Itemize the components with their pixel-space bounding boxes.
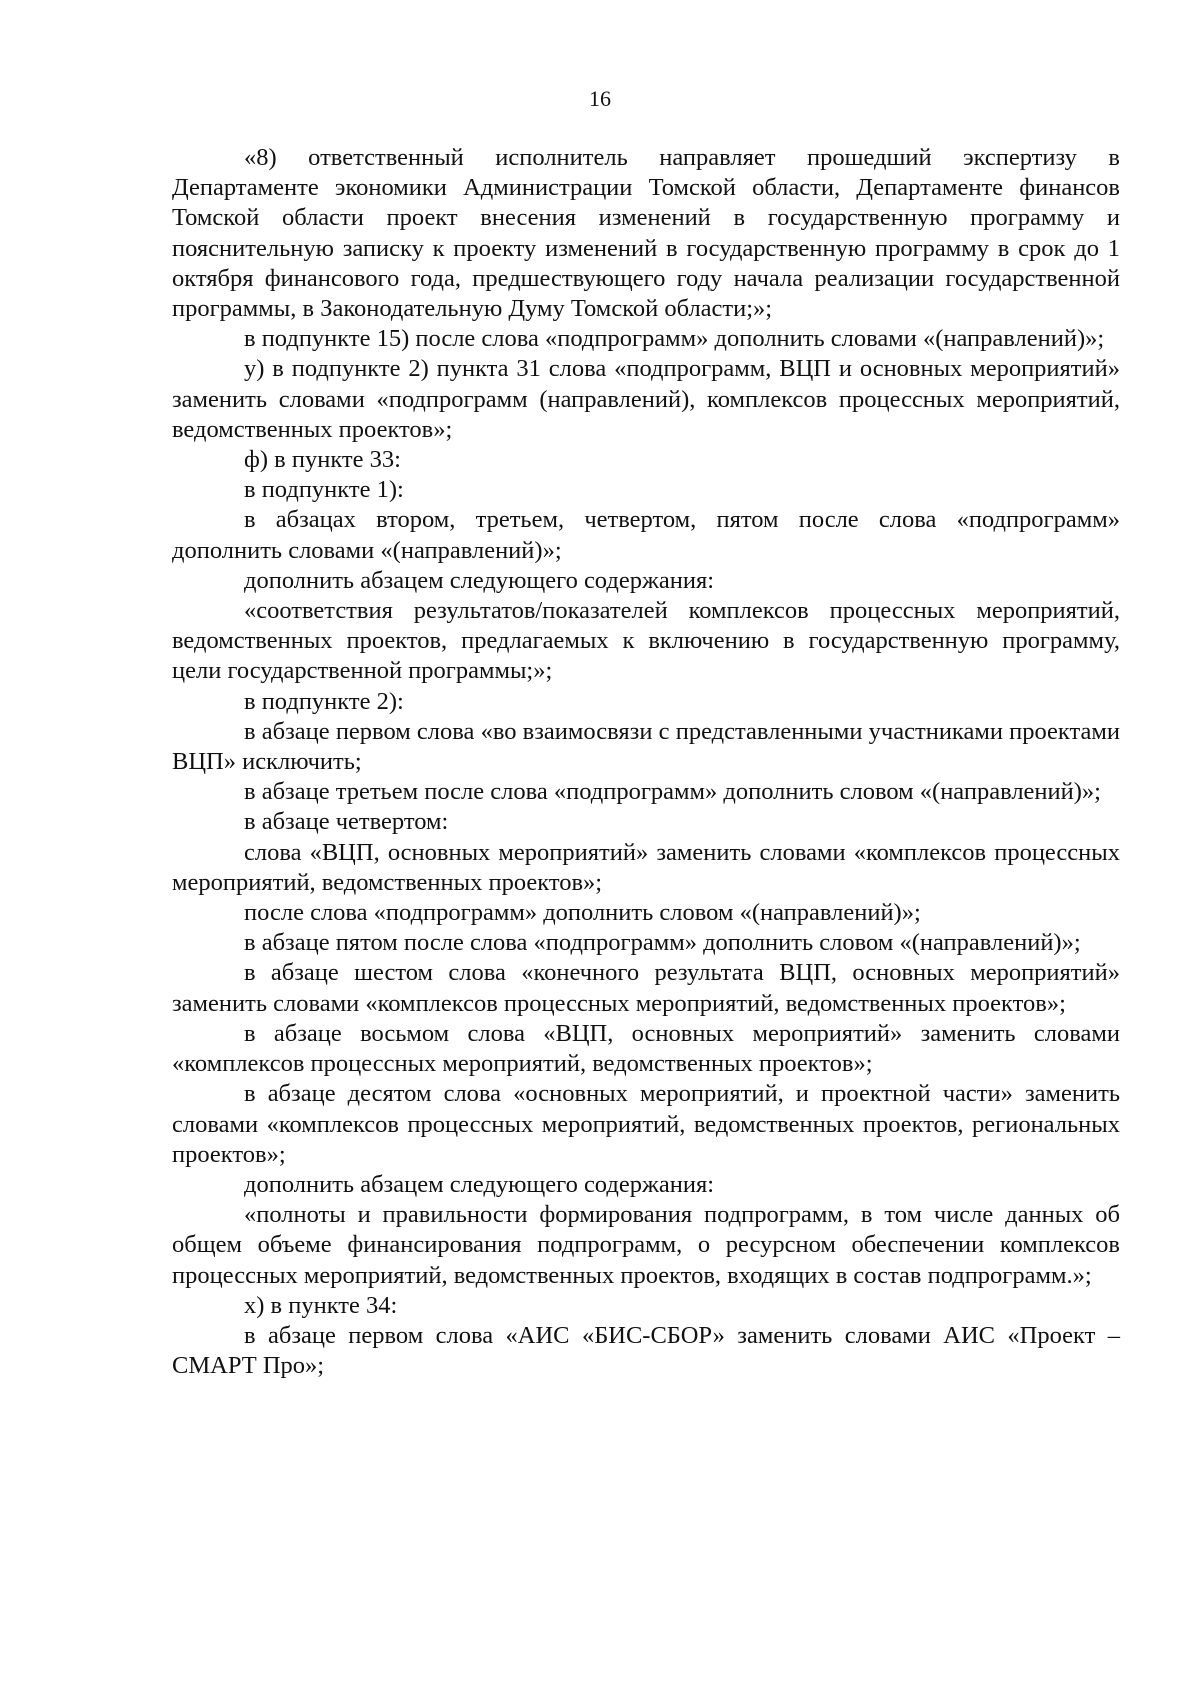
- paragraph-subitem-15: в подпункте 15) после слова «подпрограмм» дополнить словами «(направлений)»;: [244, 325, 1105, 353]
- paragraph-abzac-8: в абзаце восьмом слова «ВЦП, основных мероприятий» заменить словами «комплексов процессных мероприятий, ведомственных проектов»;: [172, 1019, 1120, 1078]
- paragraph-item-h: х) в пункте 34:: [244, 1291, 398, 1319]
- page-number: 16: [589, 86, 611, 111]
- paragraph-subitem-2: в подпункте 2):: [244, 687, 404, 715]
- paragraph-item-f: ф) в пункте 33:: [244, 446, 401, 474]
- paragraph-abzac-6: в абзаце шестом слова «конечного результата ВЦП, основных мероприятий» заменить словами «комплексов процессных мероприятий, ведомственных проектов»;: [172, 959, 1120, 1017]
- paragraph-abzac-10: в абзаце десятом слова «основных мероприятий, и проектной части» заменить словами «комплексов процессных мероприятий, ведомственных проектов, региональных проектов»;: [172, 1080, 1120, 1168]
- paragraph-subitem-1: в подпункте 1):: [244, 476, 404, 504]
- paragraph-item-u: у) в подпункте 2) пункта 31 слова «подпрограмм, ВЦП и основных мероприятий» заменить словами «подпрограмм (направлений), комплексов процессных мероприятий, ведомственных проектов»;: [172, 355, 1120, 443]
- paragraph-abzac-5: в абзаце пятом после слова «подпрограмм» дополнить словом «(направлений)»;: [244, 929, 1081, 957]
- paragraph-abzac-4-vcp: слова «ВЦП, основных мероприятий» заменить словами «комплексов процессных мероприятий, ведомственных проектов»;: [172, 838, 1120, 896]
- paragraph-sootvetstviya: «соответствия результатов/показателей комплексов процессных мероприятий, ведомственных проектов, предлагаемых к включению в государственную программу, цели государственной программы;»;: [172, 597, 1120, 685]
- paragraph-add-abzac: дополнить абзацем следующего содержания:: [244, 566, 715, 594]
- paragraph-abzac-3: в абзаце третьем после слова «подпрограмм» дополнить словом «(направлений)»;: [244, 778, 1101, 806]
- paragraph-abzac-1: в абзаце первом слова «во взаимосвязи с представленными участниками проектами ВЦП» исключить;: [172, 717, 1120, 776]
- paragraph-abzacy-2-5: в абзацах втором, третьем, четвертом, пятом после слова «подпрограмм» дополнить словами «(направлений)»;: [172, 506, 1120, 564]
- paragraph-add-abzac-2: дополнить абзацем следующего содержания:: [244, 1170, 715, 1198]
- paragraph-polnoty: «полноты и правильности формирования подпрограмм, в том числе данных об общем объеме финансирования подпрограмм, о ресурсном обеспечении комплексов процессных мероприятий, ведомственных проектов, входящих в состав подпрограмм.»;: [172, 1201, 1120, 1289]
- paragraph-abzac-4: в абзаце четвертом:: [244, 808, 449, 836]
- document-body: [172, 143, 1120, 1381]
- paragraph-item-8: «8) ответственный исполнитель направляет прошедший экспертизу в Департаменте экономики Администрации Томской области, Департаменте финансов Томской области проект внесения изменений в государственную программу и пояснительную записку к проекту изменений в государственную программу в срок до 1 октября финансового года, предшествующего году начала реализации государственной программы, в Законодательную Думу Томской области;»;: [172, 144, 1120, 323]
- paragraph-ais: в абзаце первом слова «АИС «БИС-СБОР» заменить словами АИС «Проект – СМАРТ Про»;: [172, 1321, 1120, 1380]
- paragraph-abzac-4-podprogramm: после слова «подпрограмм» дополнить словом «(направлений)»;: [244, 899, 921, 927]
